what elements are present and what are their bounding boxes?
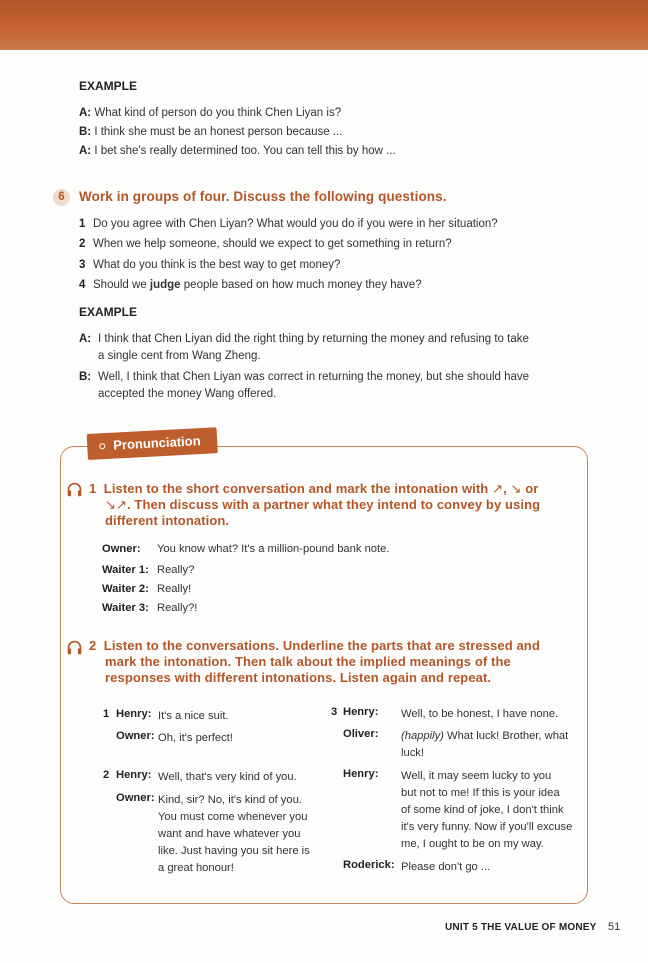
speech-text: Well, that's very kind of you. (158, 771, 297, 783)
speech-text: but not to me! If this is your idea (401, 787, 560, 799)
circle-bullet-icon (99, 443, 105, 449)
example-line: B: I think she must be an honest person because ... (79, 126, 343, 138)
speaker-label: Henry: (116, 769, 152, 781)
example-line: A: I bet she's really determined too. You can tell this by how ... (79, 145, 396, 157)
falling-intonation-icon: ↘ (510, 481, 522, 496)
speaker-label: Oliver: (343, 728, 379, 740)
headphones-icon (66, 639, 83, 656)
exercise-2-instruction-cont: responses with different intonations. Listen again and repeat. (105, 670, 492, 685)
example-line: A: What kind of person do you think Chen Liyan is? (79, 107, 342, 119)
question-item: 3 What do you think is the best way to get money? (79, 259, 341, 271)
speech-text: it's very funny. Now if you'll excuse (401, 821, 573, 833)
speech-text: of some kind of joke, I don't think (401, 804, 564, 816)
conversation-number: 1 (103, 708, 110, 720)
speaker-label: Henry: (116, 708, 152, 720)
example-heading: EXAMPLE (79, 79, 138, 93)
speech-text: luck! (401, 747, 425, 759)
example-heading: EXAMPLE (79, 305, 138, 319)
speech-text: Oh, it's perfect! (158, 732, 233, 744)
speech-text: a great honour! (158, 862, 234, 874)
exercise-1-instruction-cont: different intonation. (105, 513, 230, 528)
speech-text: (happily) What luck! Brother, what (401, 730, 569, 742)
speech-text: Kind, sir? No, it's kind of you. (158, 794, 302, 806)
headphones-icon (66, 481, 83, 498)
speaker-label: Owner: (116, 730, 155, 742)
pronunciation-tab: Pronunciation (87, 427, 218, 460)
top-color-band (0, 0, 648, 50)
dialogue-line: Waiter 3: Really?! (102, 602, 198, 614)
conversation-number: 3 (331, 706, 338, 718)
speaker-label: Henry: (343, 768, 379, 780)
conversation-number: 2 (103, 769, 110, 781)
example-line-cont: accepted the money Wang offered. (98, 388, 277, 400)
rising-intonation-icon: ↗ (492, 481, 504, 496)
speech-text: want and have whatever you (158, 828, 301, 840)
speech-text: You must come whenever you (158, 811, 308, 823)
example-line-cont: a single cent from Wang Zheng. (98, 350, 261, 362)
exercise-1-instruction-cont: ↘↗. Then discuss with a partner what they intend to convey by using (105, 497, 541, 512)
speech-text: me, I ought to be on my way. (401, 838, 544, 850)
page-number: 51 (608, 921, 621, 933)
speech-text: like. Just having you sit here is (158, 845, 310, 857)
question-item: 1 Do you agree with Chen Liyan? What would you do if you were in her situation? (79, 218, 498, 230)
speaker-label: Owner: (116, 792, 155, 804)
example-line: B: Well, I think that Chen Liyan was correct in returning the money, but she should have (79, 371, 530, 383)
speech-text: Well, it may seem lucky to you (401, 770, 552, 782)
example-line: A: I think that Chen Liyan did the right thing by returning the money and refusing to take (79, 333, 529, 345)
fall-rise-intonation-icon: ↘↗ (105, 497, 127, 512)
speaker-label: Roderick: (343, 859, 395, 871)
speech-text: Well, to be honest, I have none. (401, 708, 559, 720)
speaker-label: Henry: (343, 706, 379, 718)
unit-footer: UNIT 5 THE VALUE OF MONEY (445, 922, 597, 933)
dialogue-line: Owner: You know what? It's a million-pound bank note. (102, 543, 390, 555)
speech-text: It's a nice suit. (158, 710, 229, 722)
exercise-2-instruction: 2 Listen to the conversations. Underline the parts that are stressed and (89, 638, 540, 653)
task-number-badge: 6 (53, 189, 70, 206)
question-item: 4 Should we judge people based on how much money they have? (79, 279, 422, 291)
dialogue-line: Waiter 2: Really! (102, 583, 192, 595)
dialogue-line: Waiter 1: Really? (102, 564, 195, 576)
speech-text: Please don't go ... (401, 861, 491, 873)
question-item: 2 When we help someone, should we expect to get something in return? (79, 238, 452, 250)
exercise-2-instruction-cont: mark the intonation. Then talk about the implied meanings of the (105, 654, 511, 669)
task-title: Work in groups of four. Discuss the following questions. (79, 189, 447, 204)
exercise-1-instruction: 1 Listen to the short conversation and mark the intonation with ↗, ↘ or (89, 481, 539, 496)
